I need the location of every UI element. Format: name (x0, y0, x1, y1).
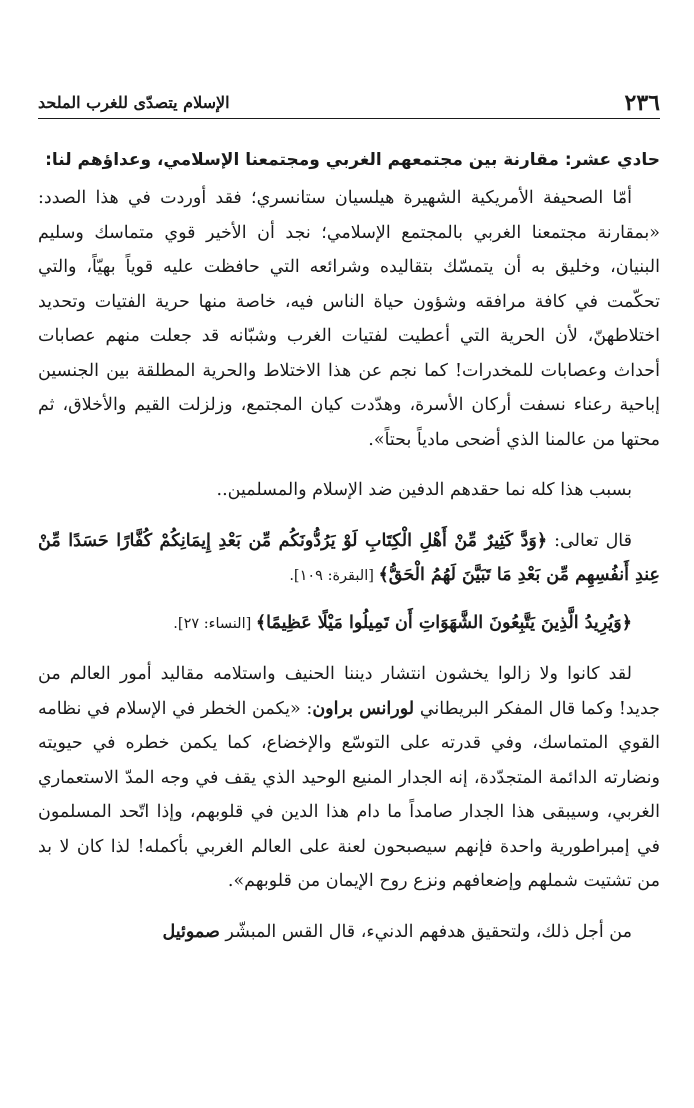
paragraph-hatred: بسبب هذا كله نما حقدهم الدفين ضد الإسلام والمسلمين.. (216, 480, 632, 500)
verse-intro: قال تعالى: (547, 530, 633, 551)
author-name-samuel: صموئيل (162, 921, 220, 942)
running-header (38, 84, 660, 119)
section-heading: حادي عشر: مقارنة بين مجتمعهم الغربي ومجتمعنا الإسلامي، وعداؤهم لنا: (45, 150, 660, 170)
paragraph-verse-nisa (38, 606, 660, 642)
paragraph-comparison-quote: أمّا الصحيفة الأمريكية الشهيرة هيلسيان ستانسري؛ فقد أوردت في هذا الصدد: «بمقارنة مجتمعنا الغربي بالمجتمع الإسلامي؛ نجد أن الأخير قوي متماسك وسليم البنيان، وخليق به أن يتمسّك بتقاليده وشرائعه التي حافظت عليه قوياً بهيّاً، والتي تحكّمت في كافة مرافقه وشؤون حياة الناس فيه، خاصة منها حرية الفتيات وتحديد اختلاطهنّ، لأن الحرية التي أعطيت لفتيات الغرب وشبّانه قد جعلت منهم عصابات أحداث وعصابات للمخدرات! كما نجم عن هذا الاختلاط والحرية المطلقة بين الجنسين إباحية رعناء نسفت أركان الأسرة، وهدّدت كيان المجتمع، وزلزلت القيم والأخلاق، ثم محتها من عالمنا الذي أضحى مادياً بحتاً». (38, 188, 660, 450)
paragraph-samuel (38, 915, 660, 950)
verse-reference-nisa: [النساء: ٢٧]. (173, 615, 256, 632)
running-title: الإسلام يتصدّى للغرب الملحد (38, 93, 230, 112)
page-number: ٢٣٦ (624, 90, 660, 116)
paragraph-verse-baqarah (38, 524, 660, 594)
text-segment: لقد كانوا ولا زالوا يخشون انتشار ديننا الحنيف واستلامه مقاليد أمور العالم من جديد! وكما قال المفكر البريطاني (38, 664, 660, 719)
quran-verse-baqarah: ﴿وَدَّ كَثِيرٌ مِّنْ أَهْلِ الْكِتَابِ لَوْ يَرُدُّونَكُم مِّن بَعْدِ إِيمَانِكُمْ كُفَّارًا حَسَدًا مِّنْ عِندِ أَنفُسِهِم مِّن بَعْدِ مَا تَبَيَّنَ لَهُمُ الْحَقُّ﴾ (38, 530, 660, 585)
author-name-lawrence-brown: لورانس براون (312, 698, 415, 719)
text-segment: من أجل ذلك، ولتحقيق هدفهم الدنيء، قال القس المبشّر (219, 921, 632, 942)
quran-verse-nisa: ﴿وَيُرِيدُ الَّذِينَ يَتَّبِعُونَ الشَّهَوَاتِ أَن تَمِيلُوا مَيْلًا عَظِيمًا﴾ (255, 612, 632, 633)
verse-reference-baqarah: [البقرة: ١٠٩]. (289, 568, 379, 584)
book-page (38, 84, 660, 949)
text-segment: : «يكمن الخطر في الإسلام في نظامه القوي المتماسك، وفي قدرته على التوسّع والإخضاع، كما يكمن خطره في حيويته ونضارته الدائمة المتجدّدة، إنه الجدار المنيع الوحيد الذي يقف في وجه المدّ الاستعماري الغربي، وسيبقى هذا الجدار صامداً ما دام هذا الدين في قلوبهم، وإذا اتّحد المسلمون في إمبراطورية واحدة فإنهم سيصبحون لعنة على العالم الغربي بأكمله! لذا كان لا بد من تشتيت شملهم وإضعافهم ونزع روح الإيمان من قلوبهم». (38, 698, 660, 891)
paragraph-lawrence-brown (38, 657, 660, 899)
